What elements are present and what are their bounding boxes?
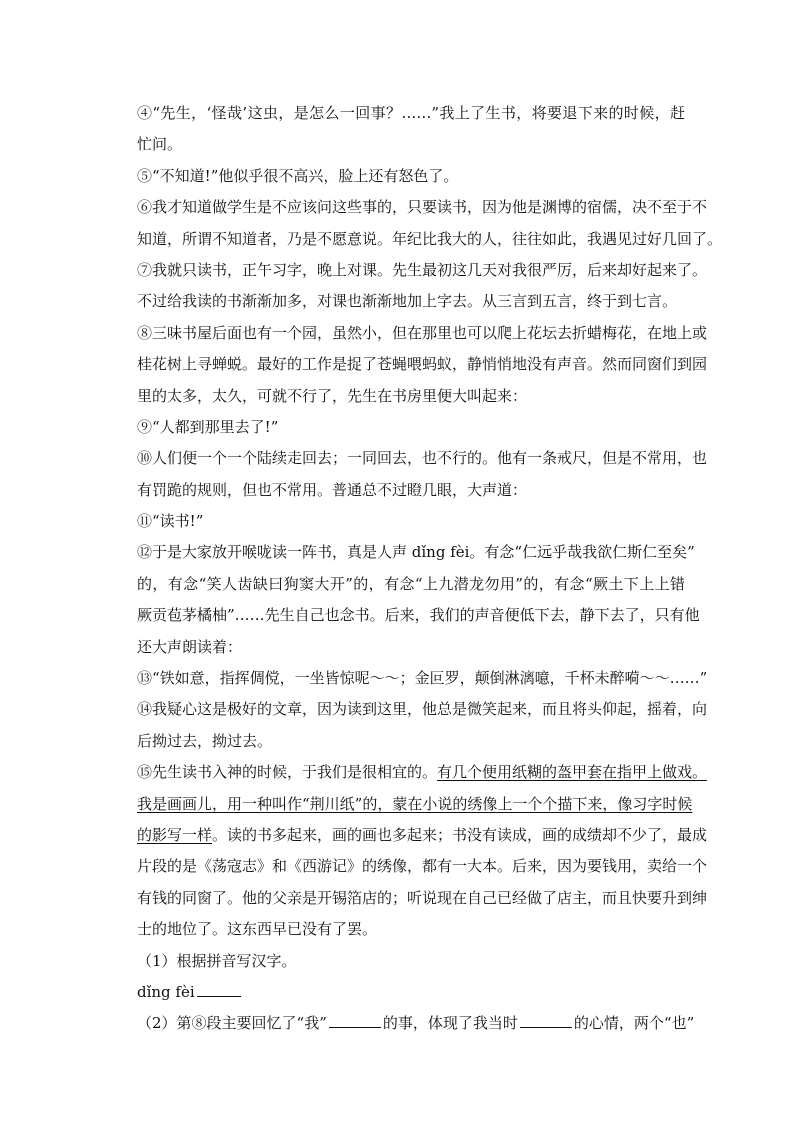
text-line: 的，有念“笑人齿缺曰狗窦大开”的，有念“上九潜龙勿用”的，有念“厥土下上上错 (137, 574, 685, 593)
pinyin-text: dǐng fèi (137, 982, 195, 1001)
text-line: ⑦我就只读书，正午习字，晚上对课。先生最初这几天对我很严厉，后来却好起来了。 (137, 260, 708, 279)
text-line: 还大声朗读着： (137, 637, 243, 656)
question-text: （2）第⑧段主要回忆了“我” (137, 1014, 327, 1033)
document-body (137, 98, 723, 1040)
text-line: 知道，所谓不知道者，乃是不愿意说。年纪比我大的人，往往如此，我遇见过好几回了。 (137, 229, 723, 248)
paragraph-15-line-3 (137, 820, 708, 851)
answer-blank[interactable] (520, 1026, 572, 1028)
question-1-prompt: （1）根据拼音写汉字。 (137, 951, 297, 970)
plain-text: ⑮先生读书入神的时候，于我们是很相宜的。 (137, 763, 438, 782)
text-line: ⑧三味书屋后面也有一个园，虽然小，但在那里也可以爬上花坛去折蜡梅花，在地上或 (137, 323, 708, 342)
text-line: ⑭我疑心这是极好的文章，因为读到这里，他总是微笑起来，而且将头仰起，摇着，向 (137, 700, 708, 719)
text-line: ⑪“读书!” (137, 512, 204, 531)
text-line: ⑨“人都到那里去了!” (137, 417, 279, 436)
text-line: ⑥我才知道做学生是不应该问这些事的，只要读书，因为他是渊博的宿儒，决不至于不 (137, 198, 708, 217)
text-line: 不过给我读的书渐渐加多，对课也渐渐地加上字去。从三言到五言，终于到七言。 (137, 292, 678, 311)
text-line: 有钱的同窗了。他的父亲是开锡箔店的；听说现在自己已经做了店主，而且快要升到绅 (137, 888, 708, 907)
text-line: ④“先生，‘怪哉’这虫，是怎么一回事？……”我上了生书，将要退下来的时候，赶 (137, 104, 685, 122)
text-line: 里的太多，太久，可就不行了，先生在书房里便大叫起来： (137, 386, 528, 405)
text-line: 桂花树上寻蝉蜕。最好的工作是捉了苍蝇喂蚂蚁，静悄悄地没有声音。然而同窗们到园 (137, 355, 708, 374)
text-line: 后拗过去，拗过去。 (137, 731, 273, 750)
text-line: 忙问。 (137, 135, 183, 154)
paragraph-15-line-1 (137, 757, 708, 788)
text-line: ⑤“不知道!”他似乎很不高兴，脸上还有怒色了。 (137, 166, 459, 185)
plain-text: 。读的书多起来，画的画也多起来；书没有读成，画的成绩却不少了，最成 (212, 825, 708, 844)
question-text: 的事，体现了我当时 (382, 1014, 518, 1033)
question-1-answer-line (137, 977, 685, 1008)
question-2-prompt (137, 1008, 695, 1039)
text-line: 厥贡苞茅橘柚”……先生自己也念书。后来，我们的声音便低下去，静下去了，只有他 (137, 606, 700, 625)
text-line: 片段的是《荡寇志》和《西游记》的绣像，都有一大本。后来，因为要钱用，卖给一个 (137, 857, 708, 876)
underlined-text: 的影写一样 (137, 825, 213, 844)
text-line: 士的地位了。这东西早已没有了罢。 (137, 920, 378, 939)
answer-blank[interactable] (197, 995, 241, 997)
paragraph-15-line-2: 我是画画儿，用一种叫作“荆川纸”的，蒙在小说的绣像上一个个描下来，像习字时候 (137, 794, 693, 813)
text-line: 有罚跪的规则，但也不常用。普通总不过瞪几眼，大声道： (137, 480, 528, 499)
text-line: ⑩人们便一个一个陆续走回去；一同回去，也不行的。他有一条戒尺，但是不常用，也 (137, 449, 708, 468)
text-line: ⑫于是大家放开喉咙读一阵书，真是人声 dǐng fèi。有念“仁远乎哉我欲仁斯仁至矣” (137, 543, 695, 562)
answer-blank[interactable] (329, 1026, 381, 1028)
text-line: ⑬“铁如意，指挥倜傥，一坐皆惊呢～～；金叵罗，颠倒淋漓噫，千杯未醉嗬～～……” (137, 669, 708, 688)
underlined-text: 有几个便用纸糊的盔甲套在指甲上做戏。 (437, 763, 708, 782)
question-text: 的心情，两个“也” (573, 1014, 695, 1033)
